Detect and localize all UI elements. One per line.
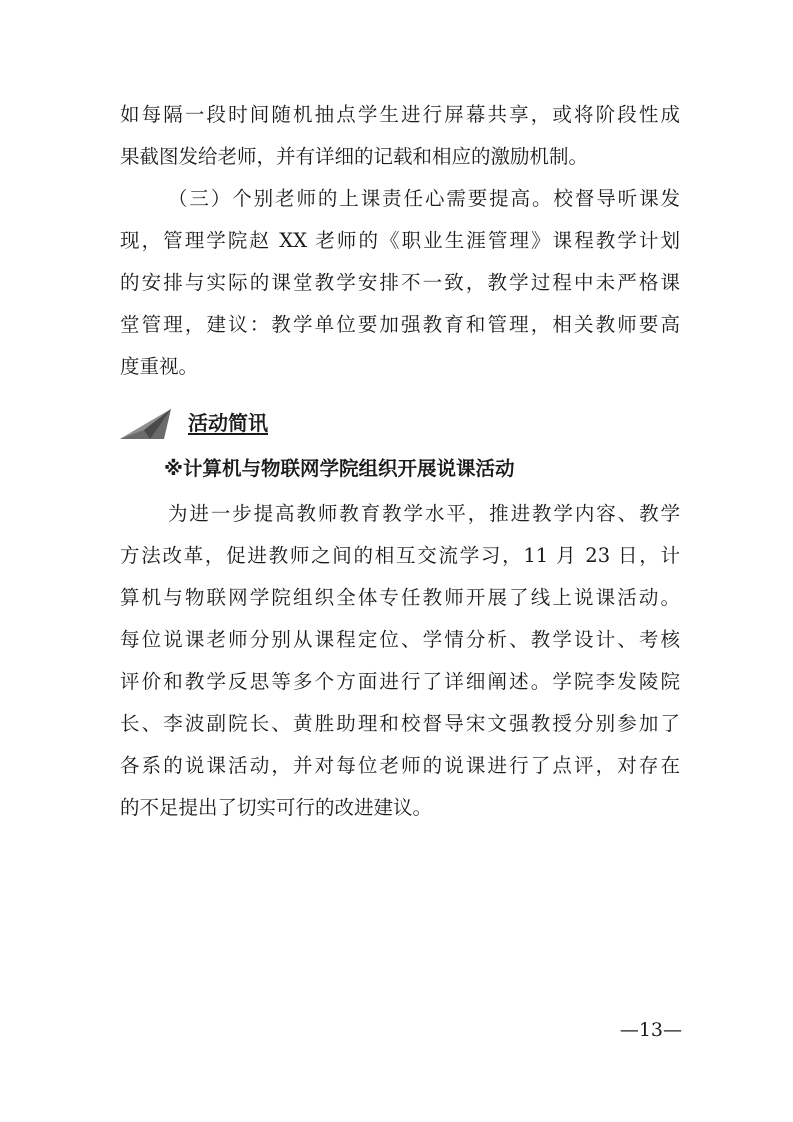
text-line: 每位说课老师分别从课程定位、学情分析、教学设计、考核 — [120, 628, 680, 651]
text-line: 评价和教学反思等多个方面进行了详细阐述。学院李发陵院 — [120, 670, 680, 693]
text-line: 度重视。 — [120, 355, 199, 378]
text-line: 现，管理学院赵 XX 老师的《职业生涯管理》课程教学计划 — [120, 229, 680, 252]
news-item-title: ※计算机与物联网学院组织开展说课活动 — [164, 457, 515, 480]
text-line: 的安排与实际的课堂教学安排不一致，教学过程中未严格课 — [120, 271, 680, 294]
section-title: 活动简讯 — [188, 411, 268, 435]
text-line: （三）个别老师的上课责任心需要提高。校督导听课发 — [168, 187, 680, 210]
text-line: 如每隔一段时间随机抽点学生进行屏幕共享，或将阶段性成 — [120, 103, 680, 126]
text-line: 长、李波副院长、黄胜助理和校督导宋文强教授分别参加了 — [120, 712, 680, 735]
section-header — [120, 404, 520, 444]
text-line: 的不足提出了切实可行的改进建议。 — [120, 796, 433, 819]
text-line: 方法改革，促进教师之间的相互交流学习，11 月 23 日，计 — [120, 544, 680, 567]
text-line: 为进一步提高教师教育教学水平，推进教学内容、教学 — [168, 502, 680, 525]
text-line: 算机与物联网学院组织全体专任教师开展了线上说课活动。 — [120, 586, 680, 609]
paper-plane-icon — [120, 408, 172, 440]
text-line: 各系的说课活动，并对每位老师的说课进行了点评，对存在 — [120, 754, 680, 777]
page-number: —13— — [619, 1019, 682, 1041]
text-line: 堂管理，建议：教学单位要加强教育和管理，相关教师要高 — [120, 313, 680, 336]
text-line: 果截图发给老师，并有详细的记载和相应的激励机制。 — [120, 145, 589, 168]
